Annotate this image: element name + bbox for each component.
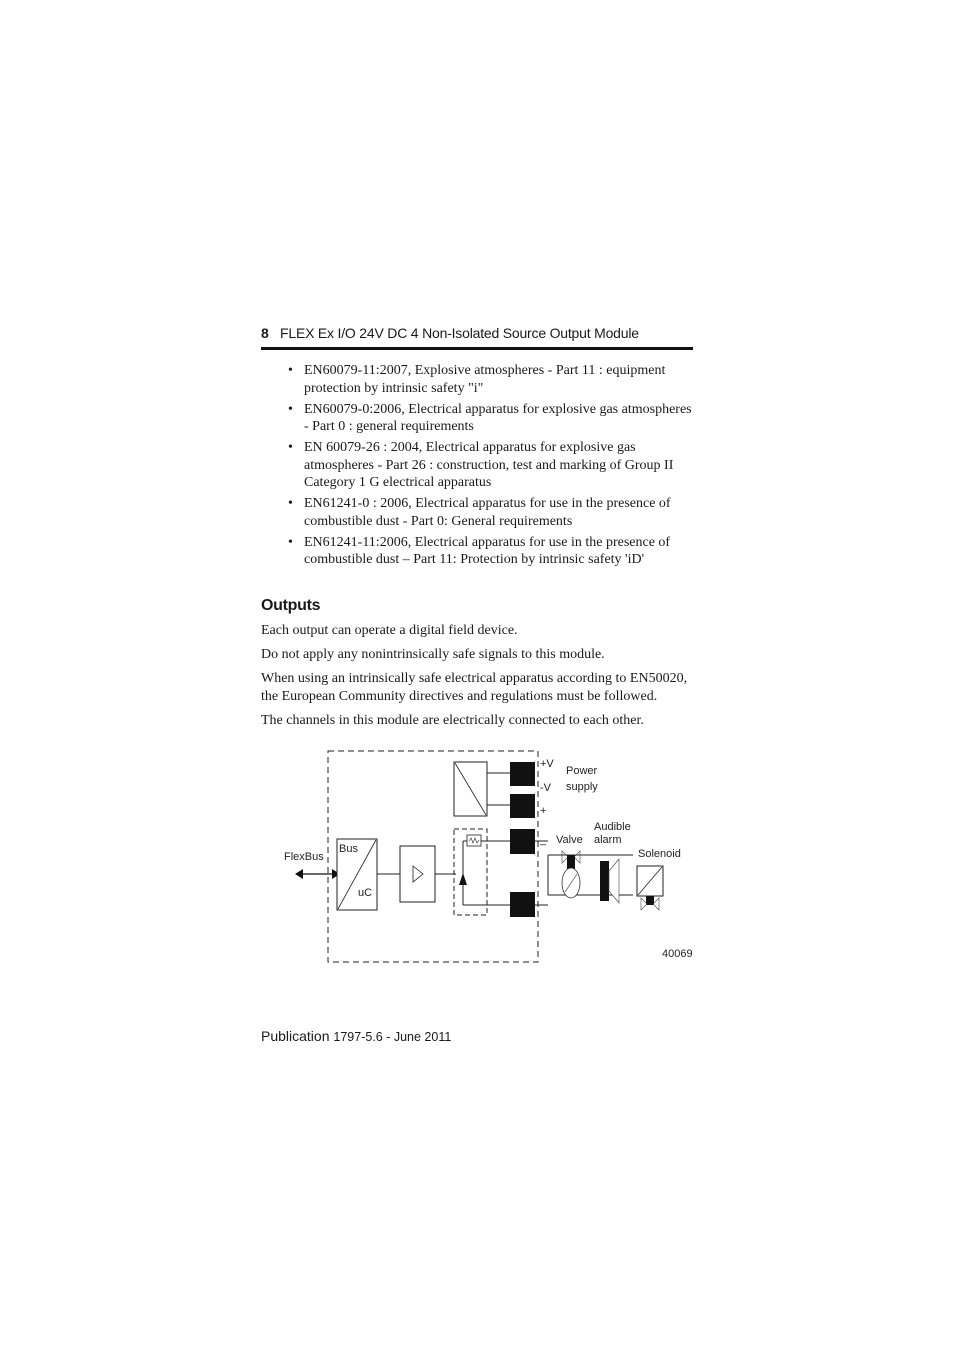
- flexbus-label: FlexBus: [284, 851, 324, 863]
- standards-list-item: • EN 60079-26 : 2004, Electrical apparatus for explosive gas atmospheres - Part 26 : construction, test and marking of Group II Category 1 G electrical apparatus: [288, 440, 674, 491]
- running-header: [261, 323, 693, 345]
- audible-label: Audible: [594, 821, 631, 833]
- bullet-icon: •: [288, 401, 293, 417]
- wiring-diagram: [278, 745, 698, 970]
- outputs-paragraph: The channels in this module are electrically connected to each other.: [261, 713, 644, 728]
- bus-label: Bus: [339, 843, 358, 855]
- supply-label: supply: [566, 781, 598, 793]
- terminal-label-minus-v: -V: [540, 782, 551, 794]
- driver-block: [400, 846, 435, 902]
- solenoid-actuator: [646, 896, 654, 905]
- terminal-block: [510, 794, 535, 818]
- standards-list-item: • EN61241-0 : 2006, Electrical apparatus for use in the presence of combustible dust - Part 0: General requirements: [288, 496, 671, 529]
- bullet-icon: •: [288, 363, 293, 378]
- page-number: 8: [261, 325, 269, 341]
- arrow-left-icon: [295, 869, 303, 879]
- bullet-icon: •: [288, 534, 293, 550]
- standards-list-item: • EN60079-11:2007, Explosive atmospheres - Part 11 : equipment protection by intrinsic safety "i": [288, 363, 666, 396]
- footer-label: Publication: [261, 1028, 330, 1044]
- terminal-label-plus-v: +V: [540, 758, 554, 770]
- terminal-label-plus: +: [540, 805, 547, 817]
- uc-label: uC: [358, 887, 373, 899]
- terminal-label-minus: _: [540, 834, 547, 846]
- publication-number: 1797-5.6 - June 2011: [333, 1030, 452, 1044]
- outputs-heading: Outputs: [261, 597, 321, 614]
- speaker-icon: [609, 859, 619, 903]
- outputs-paragraph: Do not apply any nonintrinsically safe signals to this module.: [261, 647, 605, 662]
- bullet-icon: •: [288, 496, 293, 512]
- standards-list-item: • EN61241-11:2006, Electrical apparatus for use in the presence of combustible dust – Part 11: Protection by intrinsic safety 'iD': [288, 534, 671, 568]
- solenoid-label: Solenoid: [638, 848, 681, 860]
- power-label: Power: [566, 765, 598, 777]
- terminal-block: [510, 829, 535, 854]
- valve-actuator: [567, 855, 575, 869]
- standards-list: [288, 362, 698, 572]
- page-footer: [261, 1028, 451, 1044]
- alarm-label: alarm: [594, 834, 622, 846]
- terminal-block: [510, 762, 535, 786]
- header-rule: [261, 347, 693, 350]
- alarm-body: [600, 861, 609, 901]
- bullet-icon: •: [288, 440, 293, 456]
- wiring-diagram-svg: [278, 745, 698, 970]
- figure-id: 40069: [662, 948, 693, 960]
- standards-list-item: • EN60079-0:2006, Electrical apparatus for explosive gas atmospheres - Part 0 : general requirements: [288, 401, 692, 435]
- valve-label: Valve: [556, 834, 583, 846]
- terminal-block: [510, 892, 535, 917]
- header-title: FLEX Ex I/O 24V DC 4 Non-Isolated Source Output Module: [280, 325, 639, 341]
- switch-arrow-icon: [459, 873, 467, 885]
- outputs-paragraph: When using an intrinsically safe electrical apparatus according to EN50020, the European Community directives and regulations must be followed.: [261, 671, 688, 704]
- outputs-paragraph: Each output can operate a digital field device.: [261, 623, 518, 638]
